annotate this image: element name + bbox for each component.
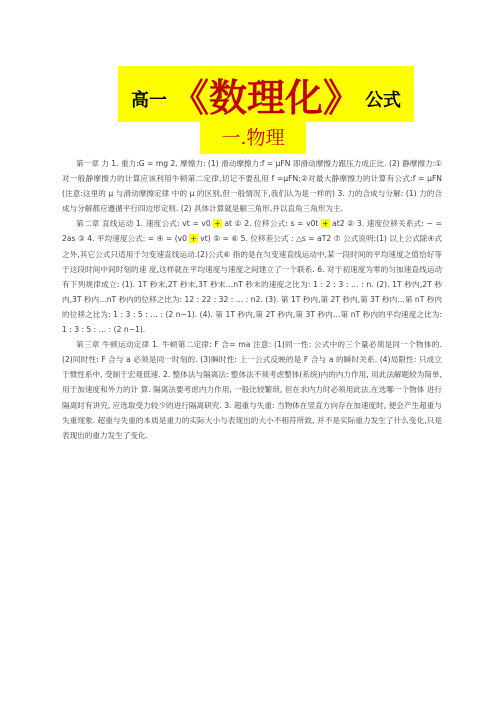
text-segment: 第二章 直线运动 1. 速度公式: vt = v0 [76,219,214,229]
paragraph-chapter-3 [62,337,442,443]
document-body [62,156,442,443]
section-heading: 一.物理 [221,127,285,149]
highlighted-plus: + [214,219,221,229]
title-suffix: 公式 [365,90,401,111]
text-segment: vt) ⑤ = ⑥ 5. 位移差公式 : △s = aT2 ⑦ 公式说明:(1) 以上公式除④式之外,其它公式只适用于匀变速直线运动.(2)公式⑥ 指的是在匀变速直线运动中,某一段时间的平均速度之值恰好等于这段时间中间时刻的速 度,这样就在平均速度与速度之间建立了一个联系. 6. 对于初速度为零的匀加速直线运动有下列规律成立: (1). 1T 秒末,2T 秒末,3T 秒末…nT 秒末的速度之比为: 1 : 2 : 3 : … : n. (2). 1T 秒内,2T 秒内,3T 秒内…nT 秒内的位移之比为: 12 : 22 : 32 : … : n2. (3). 第 1T 秒内,第 2T 秒内,第 3T 秒内…第 nT 秒内的位移之比为: 1 : 3 : 5 : … : (2 n−1). (4). 第 1T 秒内,第 2T 秒内,第 3T 秒内…第 nT 秒内的平均速度之比为: 1 : 3 : 5 : … : (2 n−1). [62,234,442,335]
paragraph-chapter-2 [62,216,442,337]
title-prefix: 高一 [130,90,167,111]
text-segment: 第三章 牛顿运动定律 1. 牛顿第二定律: F 合= ma 注意: (1)同一性: 公式中的三个量必须是同一个物体的. (2)同时性: F 合与 a 必须是同一时刻的. (3)瞬时性: 上一公式反映的是 F 合与 a 的瞬时关系. (4)局限性: 只成立于惯性系中, 受制于宏观低速. 2. 整体法与隔离法: 整体法不须考虑整体(系统)内的内力作用, 用此法解题较为简单, 用于加速度和外力的计 算. 隔离法要考虑内力作用, 一般比较繁琐, 但在求内力时必须用此法,在选哪一个物体 进行隔离时有讲究, 应选取受力较少的进行隔离研究. 3. 超重与失重: 当物体在竖直方向存在加速度时, 便会产生超重与失重现象. 超重与失重的本质是重力的实际大小与表现出的大小不相符所致, 并不是实际重力发生了什么变化,只是表现出的重力发生了变化. [62,340,442,440]
highlighted-plus: + [190,234,197,244]
page-title [118,72,414,120]
paragraph-chapter-1 [62,156,442,216]
text-segment: 第一章 力 1. 重力:G = mg 2. 摩擦力: (1) 滑动摩擦力:f = μFN 即滑动摩擦力跟压力成正比. (2) 静摩擦力:①对一般静摩擦力的计算应该利用牛顿第二定律,切记不要乱用 f =μFN;②对最大静摩擦力的计算有公式:f = μFN (注意:这里的 μ 与滑动摩擦定律 中的 μ 的区别,但一般情况下,我们认为是一样的) 3. 力的合成与分解: (1) 力的合成与分解都应遵循平行四边形定则. (2) 具体计算就是解三角形,并以直角三角形为主. [62,159,442,214]
text-segment: at2 ② 3. 速度位移关系式: − = 2as ③ 4. 平均速度公式: = ④ = (v0 [62,219,443,244]
text-segment: at ① 2. 位移公式: s = v0t [221,219,322,229]
highlighted-plus: + [322,219,329,229]
title-main: 《数理化》 [170,75,361,120]
